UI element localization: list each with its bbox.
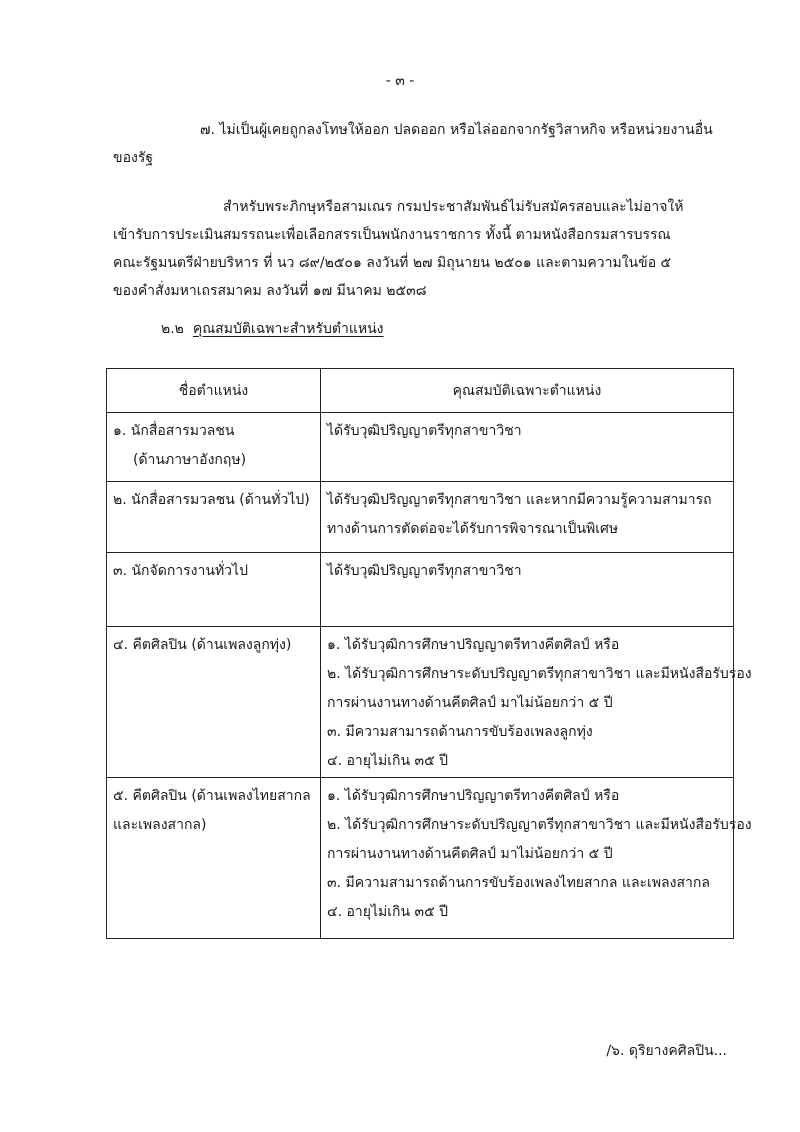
section-title: คุณสมบัติเฉพาะสำหรับตำแหน่ง <box>192 321 384 337</box>
monk-note-line-2: เข้ารับการประเมินสมรรถนะเพื่อเลือกสรรเป็นพนักงานราชการ ทั้งนี้ ตามหนังสือกรมสารบรรณ <box>113 227 671 243</box>
section-heading <box>161 315 384 343</box>
item-7-paragraph <box>113 116 733 172</box>
section-number: ๒.๒ <box>161 321 184 337</box>
qualification-line: ได้รับวุฒิปริญญาตรีทุกสาขาวิชา และหากมีความรู้ความสามารถ <box>327 492 712 508</box>
position-cell <box>107 482 321 553</box>
monk-note-line-3: คณะรัฐมนตรีฝ่ายบริหาร ที่ นว ๘๙/๒๕๐๑ ลงวันที่ ๒๗ มิถุนายน ๒๕๐๑ และตามความในข้อ ๕ <box>113 255 672 271</box>
qualification-line: การผ่านงานทางด้านคีตศิลป์ มาไม่น้อยกว่า ๕ ปี <box>327 846 613 862</box>
position-name: ๓. นักจัดการงานทั่วไป <box>113 563 248 579</box>
monk-note-line-1: สำหรับพระภิกษุหรือสามเณร กรมประชาสัมพันธ์ไม่รับสมัครสอบและไม่อาจให้ <box>223 199 684 215</box>
qualification-line: ๑. ได้รับวุฒิการศึกษาปริญญาตรีทางคีตศิลป์ หรือ <box>327 788 620 804</box>
position-cell <box>107 778 321 939</box>
position-name: ๒. นักสื่อสารมวลชน (ด้านทั่วไป) <box>113 492 310 508</box>
qualification-line: ๔. อายุไม่เกิน ๓๕ ปี <box>327 753 449 769</box>
header-qualifications: คุณสมบัติเฉพาะตำแหน่ง <box>321 369 734 413</box>
qualification-line: ได้รับวุฒิปริญญาตรีทุกสาขาวิชา <box>327 563 522 579</box>
continuation-marker: /๖. ดุริยางคศิลปิน... <box>606 1043 727 1059</box>
table-row <box>107 413 734 482</box>
position-name: ๑. นักสื่อสารมวลชน <box>113 423 235 439</box>
qualification-line: ๔. อายุไม่เกิน ๓๕ ปี <box>327 904 449 920</box>
position-cell <box>107 627 321 778</box>
qualification-line: ๓. มีความสามารถด้านการขับร้องเพลงไทยสากล และเพลงสากล <box>327 875 710 891</box>
page-number: - ๓ - <box>385 73 415 89</box>
position-cell <box>107 413 321 482</box>
position-name: ๕. คีตศิลปิน (ด้านเพลงไทยสากล <box>113 788 311 804</box>
qualification-line: ๑. ได้รับวุฒิการศึกษาปริญญาตรีทางคีตศิลป์ หรือ <box>327 637 620 653</box>
qualification-line: ๒. ได้รับวุฒิการศึกษาระดับปริญญาตรีทุกสาขาวิชา และมีหนังสือรับรอง <box>327 666 752 682</box>
qualification-line: ๓. มีความสามารถด้านการขับร้องเพลงลูกทุ่ง <box>327 724 593 740</box>
qualification-cell <box>321 778 752 939</box>
table-row <box>107 778 734 939</box>
qualification-cell <box>321 482 734 553</box>
table-row <box>107 627 734 778</box>
qualification-line: ได้รับวุฒิปริญญาตรีทุกสาขาวิชา <box>327 423 522 439</box>
item-7-line-2: ของรัฐ <box>113 150 154 166</box>
qualification-line: ทางด้านการตัดต่อจะได้รับการพิจารณาเป็นพิเศษ <box>327 521 619 537</box>
monk-note-paragraph <box>113 193 733 305</box>
qualification-cell <box>321 627 752 778</box>
position-name-sub: (ด้านภาษาอังกฤษ) <box>133 452 247 468</box>
table-row <box>107 482 734 553</box>
position-name-cont: และเพลงสากล) <box>113 817 207 833</box>
header-position: ชื่อตำแหน่ง <box>107 369 321 413</box>
table-row <box>107 553 734 627</box>
qualification-cell <box>321 413 734 482</box>
qualification-table <box>106 368 752 939</box>
qualification-cell <box>321 553 734 627</box>
qualification-line: ๒. ได้รับวุฒิการศึกษาระดับปริญญาตรีทุกสาขาวิชา และมีหนังสือรับรอง <box>327 817 752 833</box>
qualification-line: การผ่านงานทางด้านคีตศิลป์ มาไม่น้อยกว่า ๕ ปี <box>327 695 613 711</box>
position-name: ๔. คีตศิลปิน (ด้านเพลงลูกทุ่ง) <box>113 637 292 653</box>
monk-note-line-4: ของคำสั่งมหาเถรสมาคม ลงวันที่ ๑๗ มีนาคม ๒๕๓๘ <box>113 283 427 299</box>
item-7-line-1: ๗. ไม่เป็นผู้เคยถูกลงโทษให้ออก ปลดออก หรือไล่ออกจากรัฐวิสาหกิจ หรือหน่วยงานอื่น <box>200 122 713 138</box>
position-cell <box>107 553 321 627</box>
table-header-row <box>107 369 734 413</box>
